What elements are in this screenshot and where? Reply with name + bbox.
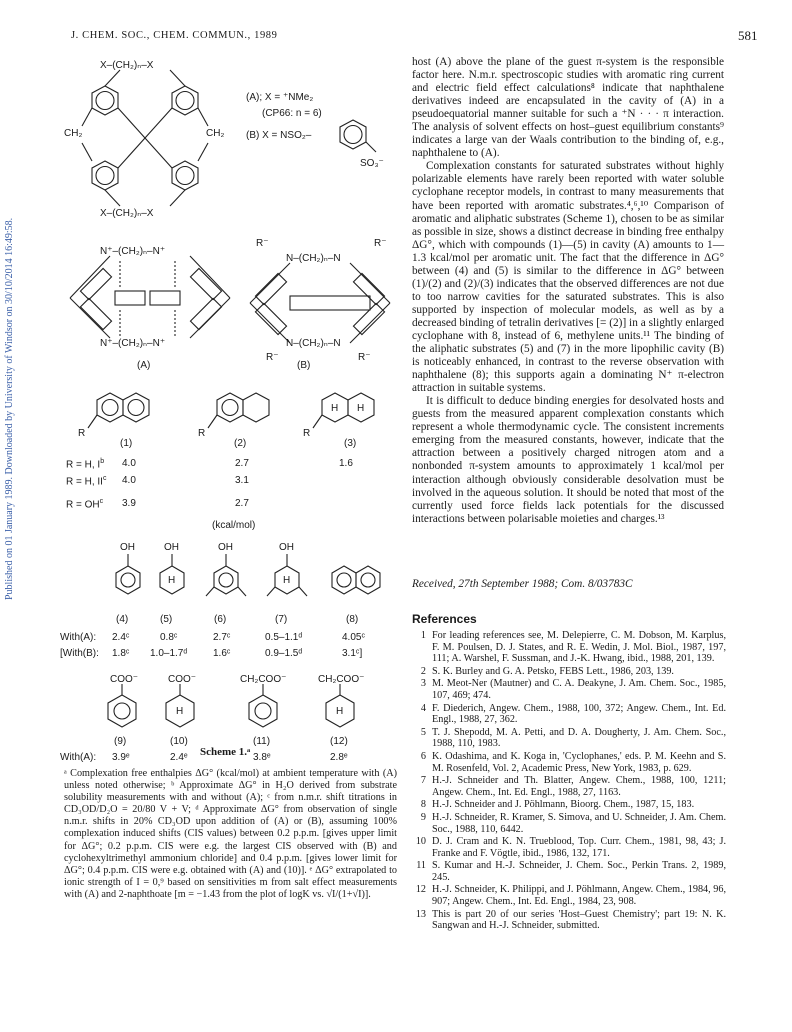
ch2-left: CH₂ xyxy=(64,128,83,139)
cyclophane-general-structure xyxy=(82,70,208,206)
references-list xyxy=(412,630,726,933)
reference-item: 9 H.-J. Schneider, R. Kramer, S. Simova, and U. Schneider, J. Am. Chem. Soc., 1988, 110, 6442. xyxy=(420,811,726,835)
h-7: H xyxy=(283,575,291,586)
row3-A-12: 2.8ᵉ xyxy=(330,752,348,763)
page-number: 581 xyxy=(738,28,758,43)
coo-10: COO⁻ xyxy=(168,674,197,685)
row2-B-6: 1.6ᶜ xyxy=(213,648,231,659)
download-sidebar-note xyxy=(0,0,18,1032)
r-substituent-1: R xyxy=(78,428,86,439)
references-heading: References xyxy=(412,612,477,626)
row2-B-8: 3.1ᶜ] xyxy=(342,648,363,659)
host-B-r-top-left: R⁻ xyxy=(256,238,269,249)
definition-A: (A); X = ⁺NMe₂ xyxy=(246,92,314,103)
compound-6-label: (6) xyxy=(214,614,227,625)
r-substituent-2: R xyxy=(198,428,206,439)
units-label: (kcal/mol) xyxy=(212,520,256,531)
row2-A-5: 0.8ᶜ xyxy=(160,632,178,643)
naphthalene-8 xyxy=(332,566,380,594)
scheme-structures xyxy=(60,48,400,748)
h-10: H xyxy=(176,706,184,717)
scheme-caption: Scheme 1.ᵃ xyxy=(200,746,251,758)
table1-row-3-label: $R = OH^c$ xyxy=(66,498,104,511)
reference-item: 6 K. Odashima, and K. Koga in, 'Cyclophanes,' eds. P. M. Keehn and S. M. Rosenfeld, Vol. 2, Academic Press, New York, 1983, p. 629. xyxy=(420,750,726,774)
reference-item: 4 F. Diederich, Angew. Chem., 1988, 100, 372; Angew. Chem., Int. Ed. Engl., 1988, 27, 362. xyxy=(420,702,726,726)
host-B-bottom-nitrogens: N–(CH₂)ₙ–N xyxy=(286,338,341,349)
row2-A-8: 4.05ᶜ xyxy=(342,632,366,643)
host-B-r-top-right: R⁻ xyxy=(374,238,387,249)
table1-row-2-c2: 3.1 xyxy=(235,475,249,486)
compound-4-label: (4) xyxy=(116,614,129,625)
scheme-footnote: ᵃ Complexation free enthalpies ΔG° (kcal/mol) at ambient temperature with (A) unless noted otherwise; ᵇ Approximate ΔG° in H₂O derived from substrate solubility measurements with and without (A); ᶜ from n.m.r. shift titrations in CD₃OD/D₂O = 20/80 V + V; ᵈ Approximate ΔG° from observation of single n.m.r. shifts in 20% CD₃OD upon addition of (A) or (B), assuming 100% complexation induced shifts (CIS values) between 0.2 p.p.m. [gives upper limit for ΔG°; 0.2 p.p.m. CIS were e.g. the largest CIS observed with (B) and cyclohexyltrimethyl ammonium chloride] and 0.4 p.p.m. [gives lower limit for ΔG°; 0.4 p.p.m. CIS were e.g. obtained with (A) and (10)]. ᵉ ΔG° extrapolated to ionic strength of I = 0,⁹ based on sensitivities m from salt effect measurements with (A) and 2-naphthoate [m = −1.43 from the plot of logK vs. √I/(1+√I)]. xyxy=(64,768,397,900)
compound-8-label: (8) xyxy=(346,614,359,625)
reference-item: 8 H.-J. Schneider and J. Pöhlmann, Bioorg. Chem., 1987, 15, 183. xyxy=(420,799,695,811)
table1-row-1-label: R = H, $I^b$ xyxy=(66,458,105,471)
formula-top: X–(CH₂)ₙ–X xyxy=(100,60,154,71)
reference-item: 12 H.-J. Schneider, K. Philippi, and J. Pöhlmann, Angew. Chem., 1984, 96, 907; Angew. Chem., Int. Ed. Engl., 1984, 23, 908. xyxy=(415,884,726,908)
host-A-schematic xyxy=(70,256,230,338)
row2-A-7: 0.5–1.1ᵈ xyxy=(265,632,303,643)
cyclohexanol-5 xyxy=(160,554,184,594)
host-B-r-bottom-right: R⁻ xyxy=(358,352,371,363)
with-A-label-row2: With(A): xyxy=(60,632,97,643)
h-12: H xyxy=(336,706,344,717)
with-B-label-row2: [With(B): xyxy=(60,648,99,659)
row2-A-6: 2.7ᶜ xyxy=(213,632,231,643)
r-substituent-3: R xyxy=(303,428,311,439)
phenol-4 xyxy=(116,554,140,594)
host-A-top-nitrogens: N⁺–(CH₂)ₙ–N⁺ xyxy=(100,246,166,257)
table1-row-2-c1: 4.0 xyxy=(122,475,136,486)
decalin-h-right: H xyxy=(357,403,365,414)
row3-A-11: 3.8ᵉ xyxy=(253,752,271,763)
compound-11-label: (11) xyxy=(253,736,271,747)
phenylacetate-11 xyxy=(249,684,277,727)
h-5: H xyxy=(168,575,176,586)
body-paragraph-2: Complexation constants for saturated substrates without highly polarizable elements have rarely been reported with water soluble cyclophane receptor models, in contrast to many measurements that have been reported with aromatic substrates.⁴,⁶,¹⁰ Comparison of aromatic and aliphatic substrates (Scheme 1), chosen to be as similar as possible in size, shows a distinct decrease in binding free enthalpy ΔG°, which with compounds (1)—(5) in cavity (A) amounts to 1—1.3 kcal/mol per aromatic unit. The fact that the difference in ΔG° between (4) and (5) is similar to the difference in ΔG° between (1)/(2) and (2)/(3) indicates that the observed differences are not due to too narrow cavities for the saturated substrates. This is also supported by inspection of molecular models, as well as by a decreased binding of tetralin derivatives [= (2)] in a slightly enlarged cyclophane with 8, instead of 6, methylene units.¹¹ The binding of the aliphatic substrates (5) and (7) in the more lipophilic cavity (B) is noticeably enhanced, in contrast to the reverse observation with naphthalene (8); this supports again a dominating N⁺ π-electron attraction in suitable systems. xyxy=(412,160,724,395)
compound-9-label: (9) xyxy=(114,736,127,747)
row3-A-10: 2.4ᵉ xyxy=(170,752,188,763)
row2-B-5: 1.0–1.7ᵈ xyxy=(150,648,188,659)
definition-B: (B) X = NSO₂– xyxy=(246,130,312,141)
reference-item: 11 S. Kumar and H.-J. Schneider, J. Chem. Soc., Perkin Trans. 2, 1989, 245. xyxy=(416,860,726,883)
received-line: Received, 27th September 1988; Com. 8/03783C xyxy=(412,578,633,590)
host-B-r-bottom-left: R⁻ xyxy=(266,352,279,363)
oh-4: OH xyxy=(120,542,135,553)
table1-row-3-c1: 3.9 xyxy=(122,498,136,509)
compound-10-label: (10) xyxy=(170,736,188,747)
row3-A-9: 3.9ᵉ xyxy=(112,752,130,763)
sulfonate-label: SO₃⁻ xyxy=(360,158,384,169)
host-B-top-nitrogens: N–(CH₂)ₙ–N xyxy=(286,253,341,264)
reference-item: 13 This is part 20 of our series 'Host–Guest Chemistry'; part 19: N. K. Sangwan and H.-J. Schneider, submitted. xyxy=(415,908,726,932)
reference-item: 10 D. J. Cram and K. N. Trueblood, Top. Curr. Chem., 1981, 98, 43; J. Franke and F. Vögtle, ibid., 1986, 132, 171. xyxy=(415,836,726,859)
download-note-text[interactable]: Published on 01 January 1989. Downloaded by University of Windsor on 30/10/2014 16:49:58. xyxy=(4,217,15,600)
formula-bottom: X–(CH₂)ₙ–X xyxy=(100,208,154,219)
row2-B-7: 0.9–1.5ᵈ xyxy=(265,648,303,659)
sulfonate-benzene-ring xyxy=(340,120,376,152)
body-paragraph-1: host (A) above the plane of the guest π-system is the responsible factor here. N.m.r. spectroscopic studies with aromatic ring current and electric field effect calculations⁸ indicate that naphthalene derivatives indeed are encapsulated in the cavity of (A) in a pseudoequatorial manner suitable for such a ⁺N · · · π interaction. The analysis of solvent effects on host–guest equilibrium constants⁹ indicates a large van der Waals contribution to the binding of, e.g., naphthalene to (A). xyxy=(412,56,724,160)
table1-row-1-c1: 4.0 xyxy=(122,458,136,469)
dimethylphenol-6 xyxy=(206,554,246,596)
compound-7-label: (7) xyxy=(275,614,288,625)
row2-B-4: 1.8ᶜ xyxy=(112,648,130,659)
host-B-schematic xyxy=(250,263,390,343)
coo-9: COO⁻ xyxy=(110,674,139,685)
ch2coo-12: CH₂COO⁻ xyxy=(318,674,365,685)
decalin-3 xyxy=(313,393,374,428)
host-B-label: (B) xyxy=(297,360,311,371)
table1-row-3-c2: 2.7 xyxy=(235,498,249,509)
oh-6: OH xyxy=(218,542,233,553)
compound-3-label: (3) xyxy=(344,438,357,449)
row2-A-4: 2.4ᶜ xyxy=(112,632,130,643)
table1-row-1-c2: 2.7 xyxy=(235,458,249,469)
tetralin-2 xyxy=(208,393,269,428)
table1-row-1-c3: 1.6 xyxy=(339,458,353,469)
ch2-right: CH₂ xyxy=(206,128,225,139)
compound-12-label: (12) xyxy=(330,736,348,747)
compound-5-label: (5) xyxy=(160,614,173,625)
reference-item: 2 S. K. Burley and G. A. Petsko, FEBS Lett., 1986, 203, 139. xyxy=(420,665,674,677)
oh-5: OH xyxy=(164,542,179,553)
host-A-bottom-nitrogens: N⁺–(CH₂)ₙ–N⁺ xyxy=(100,338,166,349)
body-paragraph-3: It is difficult to deduce binding energies for desolvated hosts and guests from the measured apparent complexation constants which represent a whole thermodynamic cycle. The consistent increments emerging from the measured constants, however, indicate that the attraction between a positively charged nitrogen atom and a nonbonded π-system amounts to approximately 1 kcal/mol per interaction although obviously considerable desolvation must be involved in the aqueous solution. It should be noted that most of the currently used force fields lack potentials for the discussed interactions between polarisable moieties and charges.¹³ xyxy=(412,395,724,525)
reference-item: 3 M. Meot-Ner (Mautner) and C. A. Deakyne, J. Am. Chem. Soc., 1985, 107, 469; 474. xyxy=(420,678,726,701)
decalin-h-left: H xyxy=(331,403,339,414)
reference-item: 5 T. J. Shepodd, M. A. Petti, and D. A. Dougherty, J. Am. Chem. Soc., 1988, 110, 1983. xyxy=(420,726,726,750)
reference-item: 7 H.-J. Schneider and Th. Blatter, Angew. Chem., 1988, 100, 1211; Angew. Chem., Int. Ed. Engl., 1988, 27, 1163. xyxy=(420,775,726,798)
definition-A-cp66: (CP66: n = 6) xyxy=(262,108,322,119)
host-A-label: (A) xyxy=(137,360,151,371)
naphthalene-1 xyxy=(88,393,149,428)
ch2coo-11: CH₂COO⁻ xyxy=(240,674,287,685)
compound-1-label: (1) xyxy=(120,438,133,449)
oh-7: OH xyxy=(279,542,294,553)
benzoate-9 xyxy=(108,684,136,727)
body-text xyxy=(412,56,724,526)
compound-2-label: (2) xyxy=(234,438,247,449)
with-A-label-row3: With(A): xyxy=(60,752,97,763)
journal-header: J. CHEM. SOC., CHEM. COMMUN., 1989 xyxy=(71,30,278,41)
reference-item: 1 For leading references see, M. Delepierre, C. M. Dobson, M. Karplus, F. M. Poulsen, D. J. States, and R. E. Wedin, J. Mol. Biol., 1987, 197, 111; A. Warshel, F. Sussman, and J.-K. Hwang, ibid., 1988, 201, 139. xyxy=(420,630,726,665)
table1-row-2-label: R = H, $II^c$ xyxy=(66,475,107,488)
